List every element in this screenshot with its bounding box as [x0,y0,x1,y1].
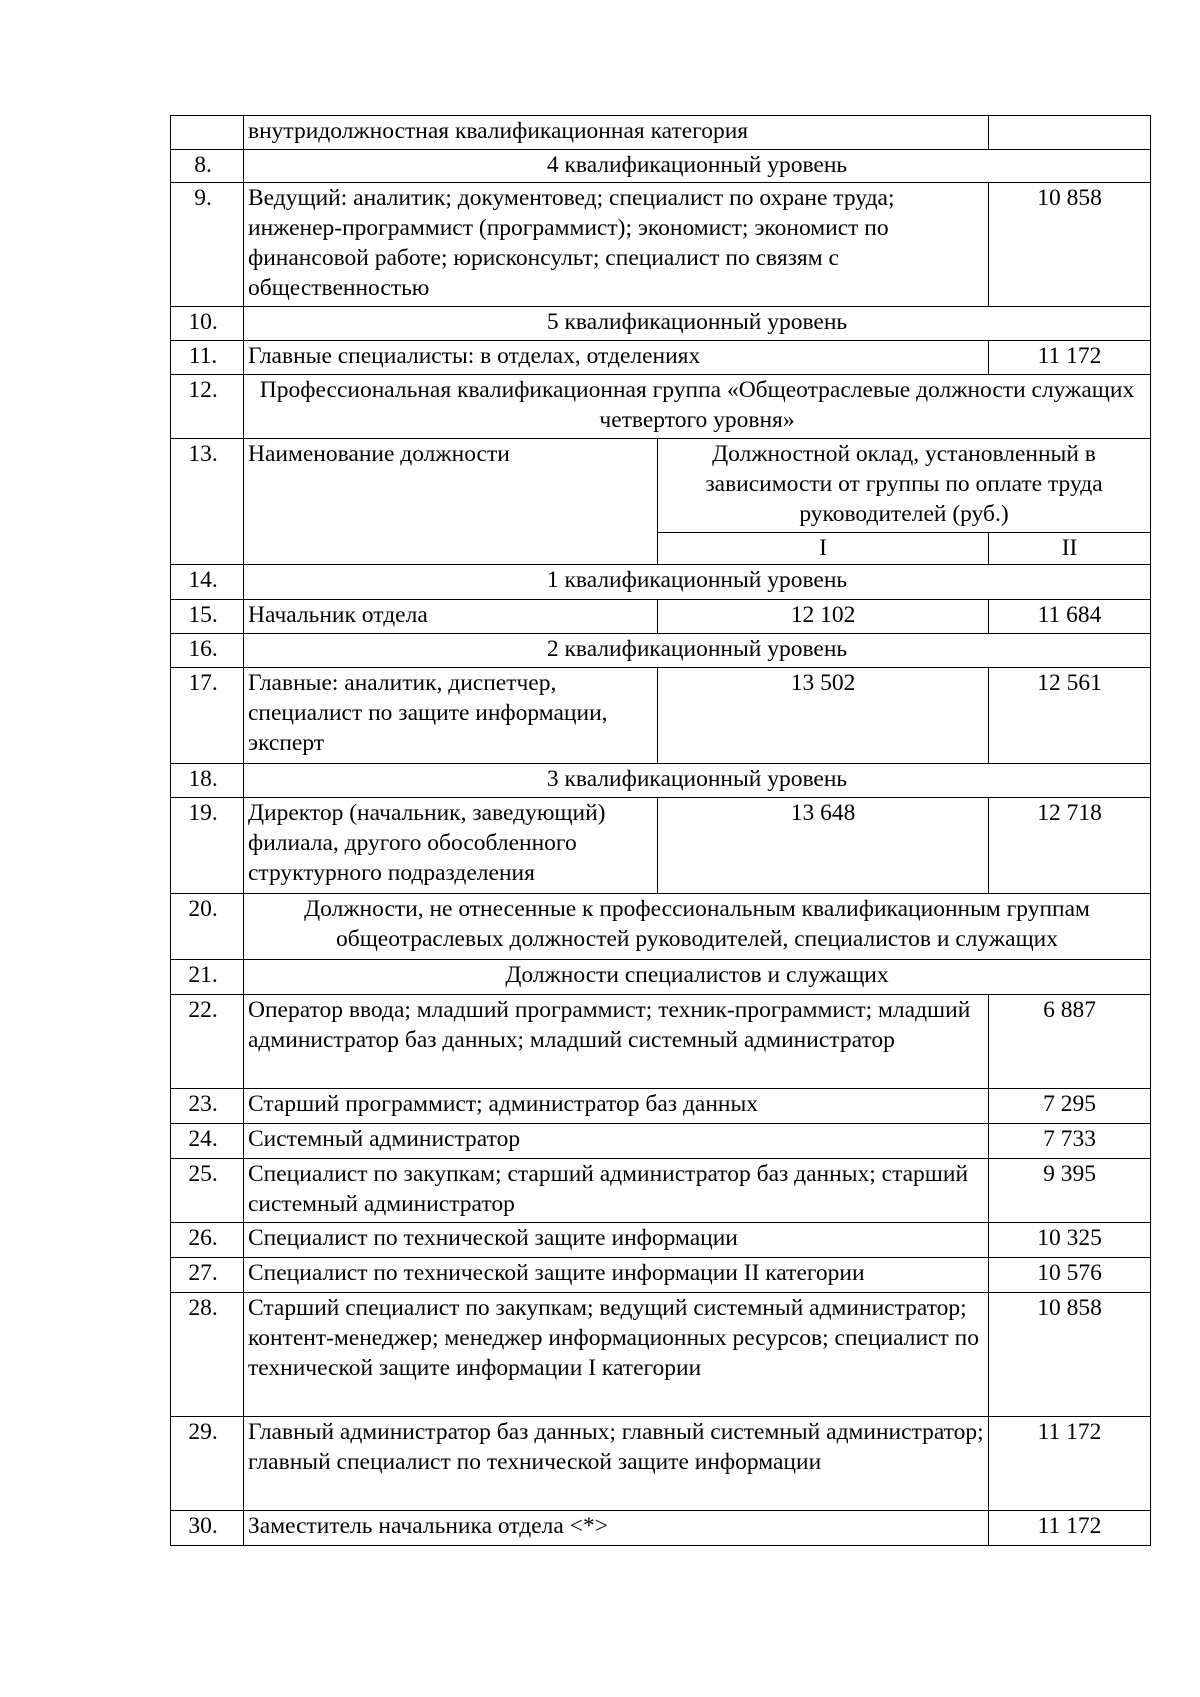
row-number: 21. [171,960,244,995]
row-number: 10. [171,307,244,341]
position-name: Ведущий: аналитик; документовед; специалист по охране труда; инженер-программист (программист); экономист; экономист по финансовой работе; юрисконсульт; специалист по связям с общественностью [244,183,989,307]
salary-value: 10 858 [989,183,1151,307]
table-row [171,995,1151,1089]
row-number: 9. [171,183,244,307]
row-number: 24. [171,1124,244,1159]
position-name: внутридолжностная квалификационная категория [244,116,989,150]
row-number [171,116,244,150]
row-number: 8. [171,150,244,183]
section-heading: 1 квалификационный уровень [244,565,1151,600]
row-number: 11. [171,341,244,375]
position-name: Главный администратор баз данных; главный системный администратор; главный специалист по технической защите информации [244,1417,989,1511]
salary-value: 9 395 [989,1159,1151,1223]
table-row [171,634,1151,668]
salary-value: 7 295 [989,1089,1151,1124]
table-row [171,1124,1151,1159]
position-name: Специалист по технической защите информации II категории [244,1258,989,1293]
position-name: Оператор ввода; младший программист; техник-программист; младший администратор баз данных; младший системный администратор [244,995,989,1089]
row-number: 29. [171,1417,244,1511]
table-row [171,439,1151,533]
salary-table [170,115,1151,1546]
group-heading: Профессиональная квалификационная группа «Общеотраслевые должности служащих четвертого уровня» [244,375,1151,439]
salary-value: 11 172 [989,1417,1151,1511]
row-number: 14. [171,565,244,600]
row-number: 16. [171,634,244,668]
table-row [171,668,1151,764]
section-heading: 3 квалификационный уровень [244,764,1151,798]
table-row [171,1159,1151,1223]
table-row [171,150,1151,183]
salary-value [989,116,1151,150]
salary-value: 11 172 [989,341,1151,375]
salary-value: 7 733 [989,1124,1151,1159]
table-row [171,116,1151,150]
table-row [171,764,1151,798]
table-row [171,1258,1151,1293]
row-number: 27. [171,1258,244,1293]
table-row [171,600,1151,634]
position-name: Специалист по технической защите информации [244,1223,989,1258]
table-row [171,894,1151,960]
row-number: 12. [171,375,244,439]
row-number: 18. [171,764,244,798]
salary-value-group-1: 12 102 [658,600,989,634]
salary-value: 10 576 [989,1258,1151,1293]
salary-value: 11 172 [989,1511,1151,1546]
section-heading: Должности специалистов и служащих [244,960,1151,995]
salary-value-group-2: 12 561 [989,668,1151,764]
position-name: Старший программист; администратор баз данных [244,1089,989,1124]
position-name: Специалист по закупкам; старший администратор баз данных; старший системный администратор [244,1159,989,1223]
row-number: 28. [171,1293,244,1417]
salary-value-group-2: 12 718 [989,798,1151,894]
position-name: Системный администратор [244,1124,989,1159]
document-page [170,115,1150,1546]
position-name: Старший специалист по закупкам; ведущий системный администратор; контент-менеджер; менеджер информационных ресурсов; специалист по технической защите информации I категории [244,1293,989,1417]
position-name: Директор (начальник, заведующий) филиала, другого обособленного структурного подразделения [244,798,658,894]
salary-value: 10 325 [989,1223,1151,1258]
table-row [171,1417,1151,1511]
salary-value-group-1: 13 648 [658,798,989,894]
table-row [171,183,1151,307]
column-header-group-1: I [658,533,989,565]
column-header-salary: Должностной оклад, установленный в зависимости от группы по оплате труда руководителей (руб.) [658,439,1151,533]
section-heading: 5 квалификационный уровень [244,307,1151,341]
column-header-position: Наименование должности [244,439,658,565]
section-heading: 4 квалификационный уровень [244,150,1151,183]
table-row [171,1223,1151,1258]
table-row [171,341,1151,375]
table-row [171,1089,1151,1124]
section-heading: 2 квалификационный уровень [244,634,1151,668]
row-number: 20. [171,894,244,960]
table-row [171,798,1151,894]
position-name: Начальник отдела [244,600,658,634]
salary-value: 6 887 [989,995,1151,1089]
row-number: 19. [171,798,244,894]
row-number: 22. [171,995,244,1089]
row-number: 17. [171,668,244,764]
position-name: Главные специалисты: в отделах, отделениях [244,341,989,375]
table-row [171,960,1151,995]
row-number: 23. [171,1089,244,1124]
column-header-group-2: II [989,533,1151,565]
table-row [171,1511,1151,1546]
salary-value-group-1: 13 502 [658,668,989,764]
salary-value-group-2: 11 684 [989,600,1151,634]
table-row [171,307,1151,341]
row-number: 25. [171,1159,244,1223]
salary-value: 10 858 [989,1293,1151,1417]
row-number: 13. [171,439,244,565]
table-row [171,565,1151,600]
table-row [171,1293,1151,1417]
table-row [171,375,1151,439]
row-number: 26. [171,1223,244,1258]
row-number: 30. [171,1511,244,1546]
group-heading: Должности, не отнесенные к профессиональным квалификационным группам общеотраслевых должностей руководителей, специалистов и служащих [244,894,1151,960]
position-name: Заместитель начальника отдела <*> [244,1511,989,1546]
row-number: 15. [171,600,244,634]
position-name: Главные: аналитик, диспетчер, специалист по защите информации, эксперт [244,668,658,764]
